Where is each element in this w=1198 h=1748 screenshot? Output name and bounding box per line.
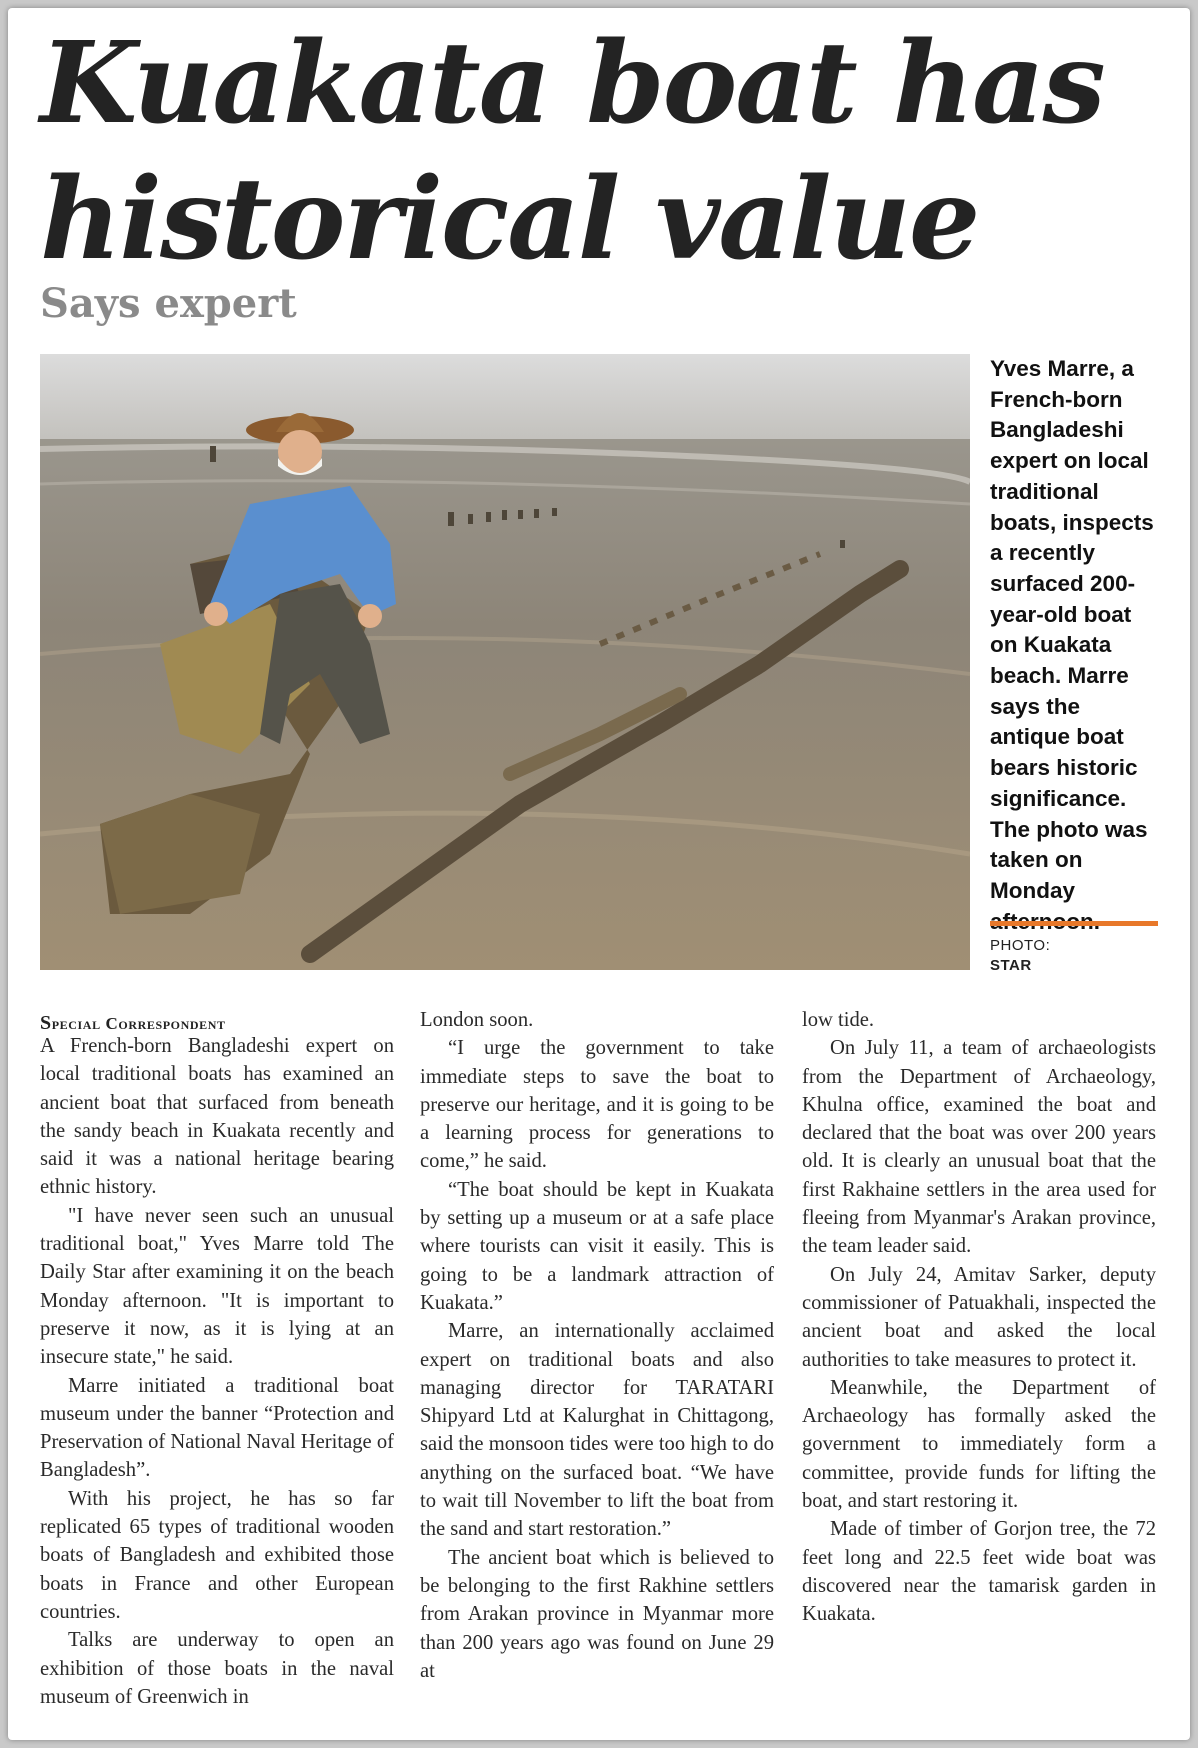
article-column-1	[40, 1032, 394, 1711]
photo-credit-label: PHOTO:	[990, 937, 1051, 954]
paragraph: “I urge the government to take immediate steps to save the boat to preserve our heritage, and it is going to be a learning process for generations to come,” he said.	[420, 1037, 774, 1173]
headline: Kuakata boat has historical value	[40, 18, 1104, 285]
paragraph: “The boat should be kept in Kuakata by setting up a museum or at a safe place where tourists can visit it easily. This is going to be a landmark attraction of Kuakata.”	[420, 1178, 774, 1314]
photo-credit	[990, 936, 1050, 976]
paragraph: Marre initiated a traditional boat museum under the banner “Protection and Preservation of National Naval Heritage of Bangladesh”.	[40, 1374, 394, 1482]
paragraph: Marre, an internationally acclaimed expert on traditional boats and also managing director for TARATARI Shipyard Ltd at Kalurghat in Chittagong, said the monsoon tides were too high to do anything on the surfaced boat. “We have to wait till November to lift the boat from the sand and start restoration.”	[420, 1320, 774, 1541]
paragraph: Talks are underway to open an exhibition of those boats in the naval museum of Greenwich in	[40, 1629, 394, 1708]
caption-divider	[990, 921, 1158, 926]
photo-caption: Yves Marre, a French-born Bangladeshi expert on local traditional boats, inspects a recently surfaced 200-year-old boat on Kuakata beach. Marre says the antique boat bears historic significance. The photo was taken on Monday	[990, 356, 1154, 903]
news-photo	[40, 354, 970, 970]
paragraph: Made of timber of Gorjon tree, the 72 feet long and 22.5 feet wide boat was discovered near the tamarisk garden in Kuakata.	[802, 1518, 1156, 1626]
paragraph: "I have never seen such an unusual traditional boat," Yves Marre told The Daily Star after examining it on the beach Monday afternoon. "It is important to preserve it now, as it is lying at an insecure state," he said.	[40, 1204, 394, 1369]
article-column-3	[802, 1006, 1156, 1629]
paragraph: On July 24, Amitav Sarker, deputy commissioner of Patuakhali, inspected the ancient boat and asked the local authorities to take measures to protect it.	[802, 1263, 1156, 1371]
paragraph: low tide.	[802, 1009, 875, 1031]
paragraph: A French-born Bangladeshi expert on local traditional boats has examined an ancient boat that surfaced from beneath the sandy beach in Kuakata recently and said it was a national heritage bearing ethnic history.	[40, 1035, 394, 1199]
subheadline: Says expert	[40, 280, 297, 327]
article-column-2	[420, 1006, 774, 1685]
byline: Special Correspondent	[40, 1012, 226, 1034]
paragraph: The ancient boat which is believed to be belonging to the first Rakhine settlers from Arakan province in Myanmar more than 200 years ago was found on June 29 at	[420, 1546, 774, 1682]
paragraph: On July 11, a team of archaeologists from the Department of Archaeology, Khulna office, examined the boat and declared that the boat was over 200 years old. It is clearly an unusual boat that the first Rakhaine settlers in the area used for fleeing from Myanmar's Arakan province, the team leader said.	[802, 1037, 1156, 1258]
beach-boat-photo	[40, 354, 970, 970]
paragraph: Meanwhile, the Department of Archaeology has formally asked the government to immediately form a committee, provide funds for lifting the boat, and start restoring it.	[802, 1376, 1156, 1513]
paragraph: With his project, he has so far replicated 65 types of traditional wooden boats of Bangladesh and exhibited those boats in France and other European countries.	[40, 1487, 394, 1623]
photo-credit-source: STAR	[990, 957, 1032, 974]
paragraph: London soon.	[420, 1009, 534, 1031]
